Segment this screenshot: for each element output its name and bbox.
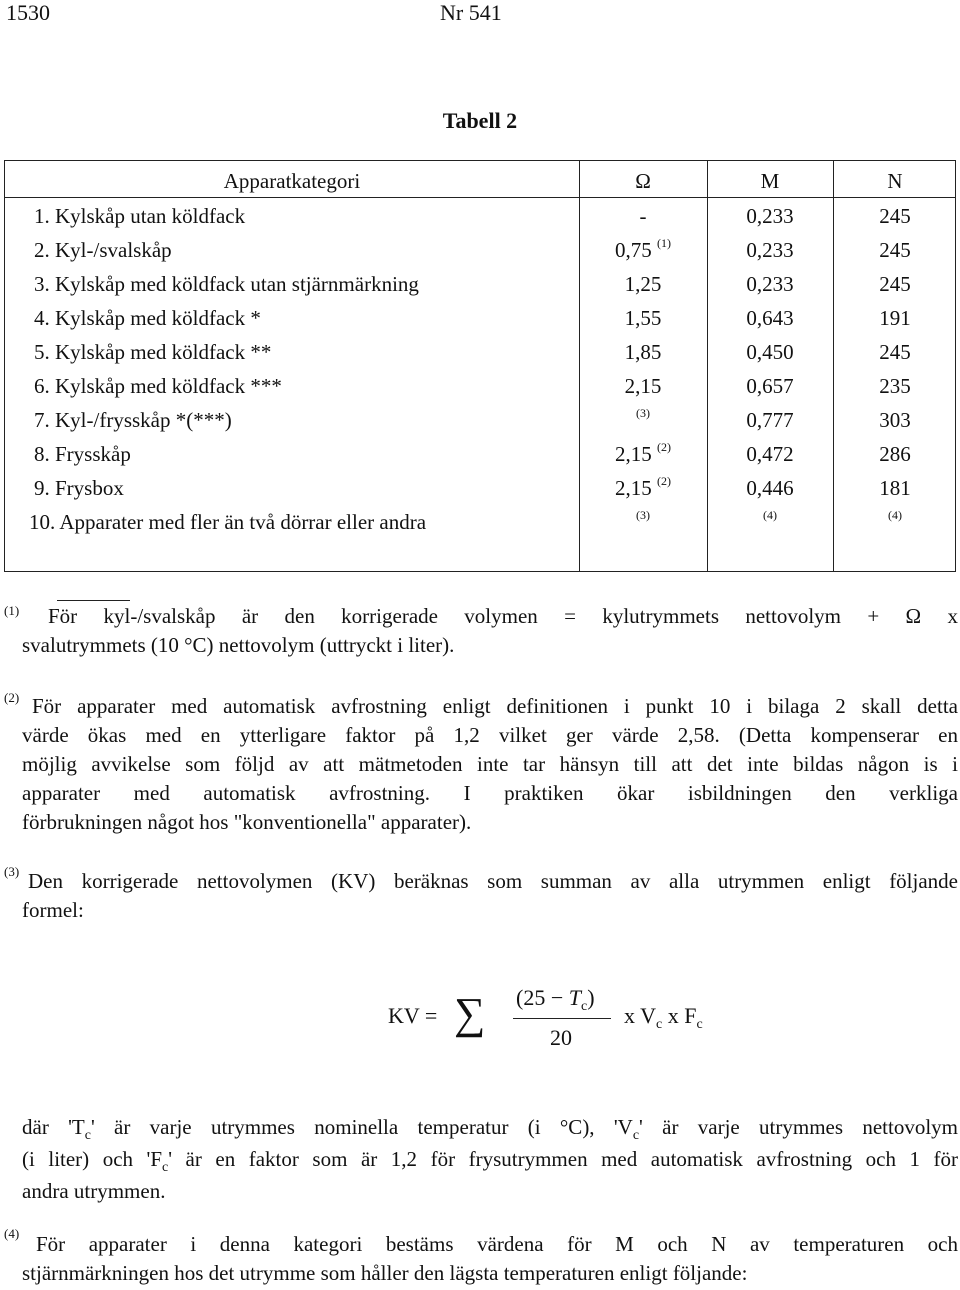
row-m: 0,446	[746, 476, 794, 500]
omega-value: 2,15	[615, 476, 652, 500]
table-row	[5, 471, 955, 505]
page-number: 1530	[6, 0, 50, 25]
row-category: 9. Frysbox	[34, 476, 124, 500]
table-row	[5, 369, 955, 403]
omega-value: 0,75	[615, 238, 652, 262]
table-row	[5, 233, 955, 267]
footnote-line: förbrukningen något hos "konventionella" apparater).	[22, 810, 472, 834]
fraction-bar	[513, 1018, 611, 1019]
row-m: 0,643	[746, 306, 794, 330]
document-number: Nr 541	[440, 0, 502, 25]
footnote-separator	[57, 600, 130, 601]
row-category: 7. Kyl-/frysskåp *(***)	[34, 408, 232, 432]
footnote-line: värde ökas med en ytterligare faktor på 1,2 vilket ger värde 2,58. (Detta kompenserar en	[22, 723, 958, 747]
footnote-marker: (3)	[4, 864, 20, 879]
footnote-line: För kyl-/svalskåp är den korrigerade volymen = kylutrymmets nettovolym + Ω x	[48, 604, 958, 628]
row-m: 0,233	[746, 238, 794, 262]
table-row	[5, 437, 955, 471]
row-category: 2. Kyl-/svalskåp	[34, 238, 172, 262]
row-m: 0,450	[746, 340, 794, 364]
row-category: 5. Kylskåp med köldfack **	[34, 340, 272, 364]
row-m	[707, 505, 833, 539]
row-m: 0,233	[746, 204, 794, 228]
row-m: 0,777	[746, 408, 794, 432]
row-omega: 1,25	[624, 272, 662, 296]
footnote-4	[22, 1230, 958, 1288]
table-row	[5, 335, 955, 369]
row-m: 0,472	[746, 442, 794, 466]
formula-explanation	[22, 1113, 958, 1206]
row-category: 10. Apparater med fler än två dörrar eller andra	[29, 510, 427, 534]
explanation-line: där '$T_c$' är varje utrymmes nominella temperatur (i °C), '$V_c$' är varje utrymmes nettovolym	[22, 1115, 958, 1143]
table-row	[5, 505, 955, 539]
formula-tail: x $V_c$ x $F_c$	[624, 1003, 703, 1032]
table-row	[5, 267, 955, 301]
row-m: 0,657	[746, 374, 794, 398]
row-omega: 2,15	[624, 374, 662, 398]
row-n: 245	[879, 272, 911, 296]
footnote-ref: (4)	[888, 508, 902, 522]
column-header-omega: Ω	[635, 169, 651, 193]
row-omega	[579, 403, 707, 437]
row-n: 245	[879, 340, 911, 364]
row-n: 303	[879, 408, 911, 432]
row-n: 191	[879, 306, 911, 330]
row-m: 0,233	[746, 272, 794, 296]
row-omega	[579, 233, 707, 267]
column-header-category: Apparatkategori	[223, 169, 361, 193]
row-category: 4. Kylskåp med köldfack *	[34, 306, 261, 330]
row-n: 245	[879, 238, 911, 262]
footnote-line: För apparater med automatisk avfrostning enligt definitionen i punkt 10 i bilaga 2 skall detta	[32, 694, 958, 718]
row-n: 245	[879, 204, 911, 228]
row-n: 181	[879, 476, 911, 500]
column-header-n: N	[887, 169, 903, 193]
footnote-3	[22, 867, 958, 925]
formula-numerator: $(25 - T_c)$	[516, 985, 595, 1014]
footnote-line: formel:	[22, 898, 84, 922]
footnote-marker: (4)	[4, 1226, 20, 1241]
footnote-ref: (3)	[636, 406, 650, 420]
footnote-1	[22, 602, 958, 660]
footnote-line: apparater med automatisk avfrostning. I praktiken ökar isbildningen den verkliga	[22, 781, 958, 805]
sum-symbol: ∑	[454, 989, 486, 1038]
row-omega	[579, 505, 707, 539]
row-n: 286	[879, 442, 911, 466]
row-n	[833, 505, 957, 539]
row-category: 3. Kylskåp med köldfack utan stjärnmärkning	[34, 272, 419, 296]
footnote-marker: (1)	[4, 603, 20, 618]
footnote-ref: (2)	[657, 474, 671, 488]
formula-denominator: 20	[550, 1025, 572, 1050]
footnote-line: stjärnmärkningen hos det utrymme som håller den lägsta temperaturen enligt följande:	[22, 1261, 748, 1285]
kv-formula	[388, 985, 748, 1055]
footnote-ref: (1)	[657, 236, 671, 250]
table-title: Tabell 2	[442, 108, 518, 133]
footnote-ref: (2)	[657, 440, 671, 454]
row-n: 235	[879, 374, 911, 398]
row-omega: 1,85	[624, 340, 662, 364]
row-omega	[579, 437, 707, 471]
omega-value: 2,15	[615, 442, 652, 466]
explanation-line: (i liter) och '$F_c$' är en faktor som är 1,2 för frysutrymmen med automatisk avfrostning och 1 för	[22, 1147, 959, 1175]
footnote-line: möjlig avvikelse som följd av att mätmetoden inte tar hänsyn till att det inte bildas någon is i	[22, 752, 958, 776]
footnote-line: För apparater i denna kategori bestäms värdena för M och N av temperaturen och	[36, 1232, 958, 1256]
row-category: 8. Frysskåp	[34, 442, 131, 466]
footnote-line: svalutrymmets (10 °C) nettovolym (uttryckt i liter).	[22, 633, 455, 657]
row-omega: -	[639, 204, 647, 228]
row-omega	[579, 471, 707, 505]
formula-lhs: KV =	[388, 1003, 438, 1028]
row-omega: 1,55	[624, 306, 662, 330]
footnote-line: Den korrigerade nettovolymen (KV) beräknas som summan av alla utrymmen enligt följande	[28, 869, 958, 893]
table-row	[5, 199, 955, 233]
table-row	[5, 301, 955, 335]
table-row	[5, 403, 955, 437]
footnote-2	[22, 692, 958, 837]
footnote-ref: (4)	[763, 508, 777, 522]
footnote-ref: (3)	[636, 508, 650, 522]
explanation-line: andra utrymmen.	[22, 1179, 166, 1203]
table-header-row	[5, 164, 955, 198]
data-table	[4, 160, 956, 572]
footnote-marker: (2)	[4, 690, 20, 705]
row-category: 1. Kylskåp utan köldfack	[34, 204, 246, 228]
column-header-m: M	[760, 169, 780, 193]
row-category: 6. Kylskåp med köldfack ***	[34, 374, 282, 398]
